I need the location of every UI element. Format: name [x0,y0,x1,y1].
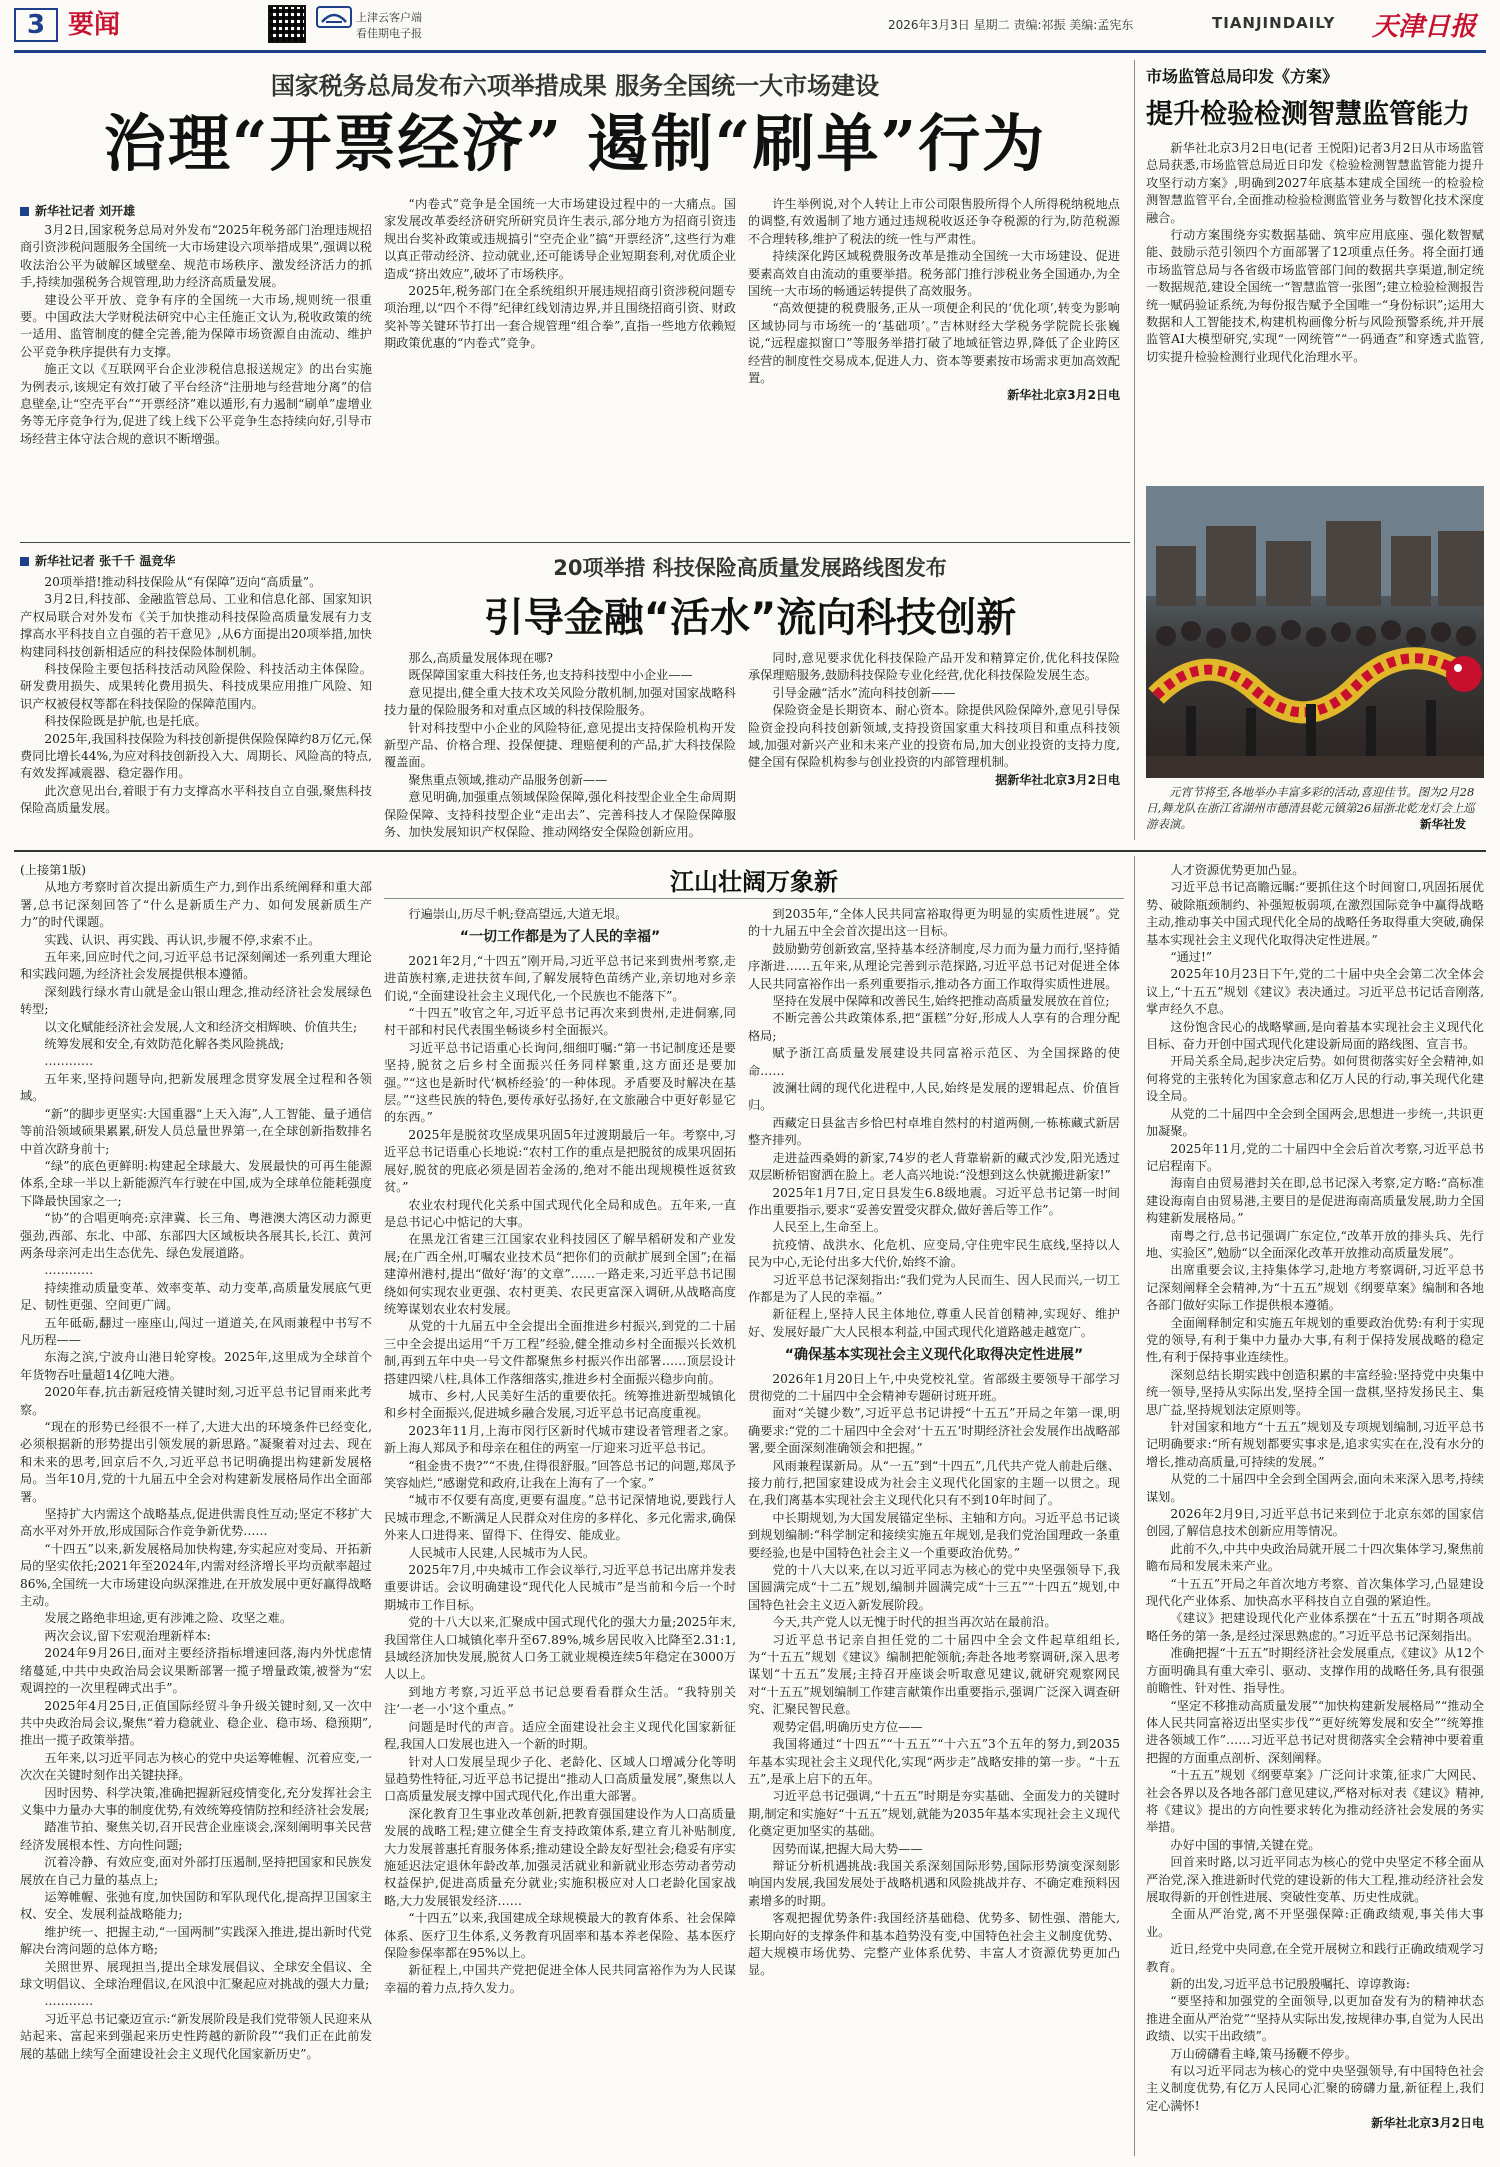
app-logo-icon [316,6,352,28]
paper-name-en: TIANJINDAILY [1212,14,1336,32]
paragraph: 关照世界、展现担当,提出全球发展倡议、全球安全倡议、全球文明倡议、全球治理倡议,在风浪中汇聚起应对挑战的强大力量; [20,1959,372,1991]
article2-body [1146,140,1484,470]
paragraph: “绿”的底色更鲜明:构建起全球最大、发展最快的可再生能源体系,全球一半以上新能源汽车行驶在中国,成为全球单位能耗强度下降最快国家之一; [20,1158,372,1208]
paragraph: 从党的十九届五中全会提出全面推进乡村振兴,到党的二十届三中全会提出运用“千万工程”经验,健全推动乡村全面振兴长效机制,再到五年中央一号文件都聚焦乡村振兴作出部署……顶层设计搭建四梁八柱,具体工作落细落实,推进乡村全面振兴稳步向前。 [384,1319,736,1386]
paragraph: 维护统一、把握主动,“一国两制”实践深入推进,提出新时代党解决台湾问题的总体方略; [20,1924,372,1957]
app-line-2: 看佳期电子报 [356,27,422,40]
paragraph: 以文化赋能经济社会发展,人文和经济交相辉映、价值共生; [44,1019,358,1034]
article4-col1 [20,862,372,2152]
paragraph: 2025年7月,中央城市工作会议举行,习近平总书记出席并发表重要讲话。会议明确建设“现代化人民城市”是当前和今后一个时期城市工作目标。 [384,1563,736,1612]
paragraph: 人民至上,生命至上。 [772,1220,886,1235]
paragraph: 农业农村现代化关系中国式现代化全局和成色。五年来,一直是总书记心中惦记的大事。 [384,1197,736,1229]
paragraph: 深刻践行绿水青山就是金山银山理念,推动经济社会发展绿色转型; [20,984,372,1017]
paragraph: 从党的二十届四中全会到全国两会,面向未来深入思考,持续谋划。 [1146,1472,1484,1504]
paragraph: 2020年春,抗击新冠疫情关键时刻,习近平总书记冒雨来此考察。 [20,1385,372,1417]
section-name: 要闻 [68,10,121,40]
paragraph: 因势而谋,把握大局大势—— [772,1841,923,1856]
article1-col1 [20,222,372,537]
section-rule [20,542,1130,543]
paragraph: 到地方考察,习近平总书记总要看看群众生活。“我特别关注‘一老一小’这个重点。” [384,1684,736,1717]
article1-sign: 新华社北京3月2日电 [1007,388,1120,403]
paragraph: 习近平总书记强调,“十五五”时期是夯实基础、全面发力的关键时期,制定和实施好“十五五”规划,就能为2035年基本实现社会主义现代化奠定更加坚实的基础。 [748,1789,1120,1839]
paragraph: 客观把握优势条件:我国经济基础稳、优势多、韧性强、潜能大,长期向好的支撑条件和基本趋势没有变,中国特色社会主义制度优势、超大规模市场优势、完整产业体系优势、丰富人才资源优势更加凸显。 [748,1911,1120,1978]
paragraph: 针对科技型中小企业的风险特征,意见提出支持保险机构开发新型产品、价格合理、投保便捷、理赔便利的产品,扩大科技保险覆盖面。 [384,720,736,770]
paragraph: 新的出发,习近平总书记殷殷嘱托、谆谆教诲: [1170,1977,1410,1991]
paragraph: 2023年11月,上海市闵行区新时代城市建设者管理者之家。新上海人郑凤予和母亲在租住的两室一厅迎来习近平总书记。 [384,1423,736,1456]
paragraph: 科技保险主要包括科技活动风险保险、科技活动主体保险。研发费用损失、成果转化费用损失、科技成果应用推广风险、知识产权被侵权等都在科技保险的保障范围内。 [20,662,372,711]
paragraph: “通过!” [1170,950,1213,965]
paragraph: 出席重要会议,主持集体学习,赴地方考察调研,习近平总书记深刻阐释全会精神,为“十五五”规划《纲要草案》编制和各地各部门做好实际工作提供根本遵循。 [1146,1263,1484,1313]
paragraph: 2025年10月23日下午,党的二十届中央全会第二次全体会议上,“十五五”规划《建议》表决通过。习近平总书记话音刚落,掌声经久不息。 [1146,967,1484,1017]
paragraph: 波澜壮阔的现代化进程中,人民,始终是发展的逻辑起点、价值旨归。 [748,1081,1120,1113]
paragraph: 我国将通过“十四五”“十五五”“十六五”3个五年的努力,到2035年基本实现社会主义现代化,实现“两步走”战略安排的第一步。“十五五”,是承上启下的五年。 [748,1737,1120,1786]
app-line-1: 上津云客户端 [356,11,422,24]
article3-sign: 据新华社北京3月2日电 [995,772,1120,787]
paragraph: 习近平总书记语重心长询问,细细叮嘱:“第一书记制度还是要坚持,脱贫之后乡村全面振兴任务同样繁重,这方面还是要加强。”“这也是新时代‘枫桥经验’的一种体现。矛盾要及时解决在基层。”“这些民族的特色,要传承好弘扬好,在文旅融合中更好彰显它的东西。” [384,1040,736,1125]
lantern-festival-photo [1146,486,1484,778]
paragraph: 2025年是脱贫攻坚成果巩固5年过渡期最后一年。考察中,习近平总书记语重心长地说:“农村工作的重点是把脱贫的成果巩固拓展好,脱贫的兜底必须是固若金汤的,绝对不能出现规模性返贫致贫。” [384,1127,736,1195]
paragraph: 有以习近平同志为核心的党中央坚强领导,有中国特色社会主义制度优势,有亿万人民同心汇聚的磅礴力量,新征程上,我们定心满怀! [1146,2064,1484,2113]
paragraph: “协”的合唱更响亮:京津冀、长三角、粤港澳大湾区动力源更强劲,西部、东北、中部、东部四大区域板块各展其长,长江、黄河两条母亲河走出生态优先、绿色发展道路。 [20,1211,372,1260]
paragraph: 那么,高质量发展体现在哪? [408,651,553,665]
paragraph: 习近平总书记豪迈宣示:“新发展阶段是我们党带领人民迎来从站起来、富起来到强起来历史性跨越的新阶段”“我们正在此前发展的基础上续写全面建设社会主义现代化国家新历史”。 [20,2011,372,2061]
article3-col3 [748,650,1120,842]
paragraph: “十四五”以来,我国建成全球规模最大的教育体系、社会保障体系、医疗卫生体系,义务教育巩固率和基本养老保险、基本医疗保险参保率都在95%以上。 [384,1911,736,1960]
continued-note: (上接第1版) [20,863,87,877]
article3-col2 [384,650,736,842]
paragraph: 行遍崇山,历尽千帆;登高望远,大道无垠。 [408,907,628,921]
paragraph: 习近平总书记亲自担任党的二十届四中全会文件起草组组长,为“十五五”规划《建议》编制把舵领航;奔赴各地考察调研,深入思考谋划“十五五”发展;主持召开座谈会听取意见建议,就研究观察网民对“十五五”规划编制工作建言献策作出重要指示,强调广泛深入调查研究、汇聚民智民意。 [748,1632,1120,1717]
section-rule [14,850,1486,852]
paragraph: 到2035年,“全体人民共同富裕取得更为明显的实质性进展”。党的十九届五中全会首次提出这一目标。 [748,907,1120,939]
page-number: 3 [26,10,46,40]
paragraph: 五年来,坚持问题导向,把新发展理念贯穿发展全过程和各领域。 [20,1071,372,1104]
paragraph: 深化教育卫生事业改革创新,把教育强国建设作为人口高质量发展的战略工程;建立健全生育支持政策体系,建立育儿补贴制度,大力发展普惠托育服务体系;推动建设全龄友好型社会;稳妥有序实施延迟法定退休年龄改革,加强灵活就业和新就业形态劳动者劳动权益保护,促进高质量充分就业;实施积极应对人口老龄化国家战略,大力发展银发经济…… [384,1806,736,1908]
paragraph: 2025年,我国科技保险为科技创新提供保险保障约8万亿元,保费同比增长44%,为应对科技创新投入大、周期长、风险高的特点,有效发挥减震器、稳定器作用。 [20,731,372,781]
paragraph: 回首来时路,以习近平同志为核心的党中央坚定不移全面从严治党,深入推进新时代党的建设新的伟大工程,推动经济社会发展取得新的开创性进展、突破性变革、历史性成就。 [1146,1855,1484,1904]
paragraph: ………… [44,1994,94,2009]
paragraph: 科技保险既是护航,也是托底。 [44,714,207,729]
paragraph: 20项举措!推动科技保险从“有保障”迈向“高质量”。 [44,575,322,589]
paragraph: 聚焦重点领域,推动产品服务创新—— [408,772,608,787]
paragraph: 从地方考察时首次提出新质生产力,到作出系统阐释和重大部署,总书记深刻回答了“什么是新质生产力、如何发展新质生产力”的时代课题。 [20,880,372,930]
paragraph: “十五五”开局之年首次地方考察、首次集体学习,凸显建设现代化产业体系、加快高水平科技自立自强的紧迫性。 [1146,1576,1484,1609]
paragraph: 运筹帷幄、张弛有度,加快国防和军队现代化,提高捍卫国家主权、安全、发展利益战略能力; [20,1889,372,1922]
article4-col3 [748,906,1120,2154]
paragraph: 2024年9月26日,面对主要经济指标增速回落,海内外忧虑情绪蔓延,中共中央政治局会议果断部署一揽子增量政策,被誉为“宏观调控的一次里程碑式出手”。 [20,1646,372,1696]
paragraph: 从党的二十届四中全会到全国两会,思想进一步统一,共识更加凝聚。 [1146,1106,1484,1139]
date-line: 2026年3月3日 星期二 责编:祁振 美编:孟宪东 [888,18,1134,32]
paragraph: 走进益西桑姆的新家,74岁的老人背靠崭新的藏式沙发,阳光透过双层断桥铝窗洒在脸上。老人高兴地说:“没想到这么快就搬进新家!” [748,1150,1120,1183]
paragraph: 新征程上,坚持人民主体地位,尊重人民首创精神,实现好、维护好、发展好最广大人民根本利益,中国式现代化道路越走越宽广。 [748,1307,1120,1339]
paragraph: 西藏定日县盆吉乡恰巴村卓堆自然村的村道两侧,一栋栋藏式新居整齐排列。 [748,1115,1120,1148]
paragraph: 新华社北京3月2日电(记者 王悦阳)记者3月2日从市场监管总局获悉,市场监管总局近日印发《检验检测智慧监管能力提升攻坚行动方案》,明确到2027年底基本建成全国统一的检验检测智慧监管平台,全面推动检验检测监管业务与数智化技术深度融合。 [1146,141,1484,225]
paragraph: 沉着冷静、有效应变,面对外部打压遏制,坚持把国家和民族发展放在自己力量的基点上; [20,1855,372,1887]
paragraph: 新征程上,中国共产党把促进全体人民共同富裕作为为人民谋幸福的着力点,持久发力。 [384,1963,736,1995]
paragraph: 针对人口发展呈现少子化、老龄化、区域人口增减分化等明显趋势性特征,习近平总书记提出“推动人口高质量发展”,聚焦以人口高质量发展支撑中国式现代化,作出重大部署。 [384,1754,736,1804]
paragraph: “城市不仅要有高度,更要有温度。”总书记深情地说,要践行人民城市理念,不断满足人民群众对住房的多样化、多元化需求,确保外来人口进得来、留得下、住得安、能成业。 [384,1493,736,1543]
paragraph: 万山磅礴看主峰,策马扬鞭不停步。 [1170,2046,1358,2061]
paragraph: 《建议》把建设现代化产业体系摆在“十五五”时期各项战略任务的第一条,是经过深思熟虑的。”习近平总书记深刻指出。 [1146,1611,1484,1643]
article1-col2 [384,196,736,536]
paragraph: 习近平总书记高瞻远瞩:“要抓住这个时间窗口,巩固拓展优势、破除瓶颈制约、补强短板弱项,在激烈国际竞争中赢得战略主动,推动事关中国式现代化全局的战略任务取得重大突破,确保基本实现社会主义现代化取得决定性进展。” [1146,880,1484,947]
paragraph: 此前不久,中共中央政治局就开展二十四次集体学习,聚焦前瞻布局和发展未来产业。 [1146,1541,1484,1574]
paragraph: 持续深化跨区域税费服务改革是推动全国统一大市场建设、促进要素高效自由流动的重要举措。税务部门推行涉税业务全国通办,为全国统一大市场的畅通运转提供了高效服务。 [748,249,1120,299]
paragraph: 实践、认识、再实践、再认识,步履不停,求索不止。 [44,932,321,947]
paragraph: “现在的形势已经很不一样了,大进大出的环境条件已经变化,必须根据新的形势提出引领发展的新思路。”凝聚着对过去、现在和未来的思考,回京后不久,习近平总书记明确提出构建新发展格局。当年10月,党的十九届五中全会对构建新发展格局作出全面部署。 [20,1420,372,1504]
paragraph: 问题是时代的声音。适应全面建设社会主义现代化国家新征程,我国人口发展也进入一个新的时期。 [384,1719,736,1752]
paragraph: ………… [44,1263,94,1278]
paragraph: 党的十八大以来,在以习近平同志为核心的党中央坚强领导下,我国圆满完成“十二五”规划,编制并圆满完成“十三五”“十四五”规划,中国特色社会主义迈入新发展阶段。 [748,1563,1120,1612]
paragraph: 坚持扩大内需这个战略基点,促进供需良性互动;坚定不移扩大高水平对外开放,形成国际合作竞争新优势…… [20,1507,372,1539]
column-divider [1134,60,1135,840]
paragraph: 2021年2月,“十四五”刚开局,习近平总书记来到贵州考察,走进苗族村寨,走进扶贫车间,了解发展特色苗绣产业,亲切地对乡亲们说,“全面建设社会主义现代化,一个民族也不能落下”。 [384,953,736,1003]
article1-title: 治理“开票经济” 遏制“刷单”行为 [103,107,1047,180]
paragraph: 2025年,税务部门在全系统组织开展违规招商引资涉税问题专项治理,以“四个不得”纪律红线划清边界,并且围绕招商引资、财政奖补等关键环节打出一套合规管理“组合拳”,直指一些地方依赖短期政策优惠的“内卷式”竞争。 [384,284,736,351]
article3-col1 [20,574,372,842]
paragraph: 观势定倡,明确历史方位—— [772,1719,923,1734]
paragraph: 五年砥砺,翻过一座座山,闯过一道道关,在风雨兼程中书写不凡历程—— [20,1315,372,1347]
paragraph: 2025年11月,党的二十届四中全会后首次考察,习近平总书记启程南下。 [1146,1141,1484,1173]
paragraph: 南粤之行,总书记强调广东定位,“改革开放的排头兵、先行地、实验区”,勉励“以全面深化改革开放推动高质量发展”。 [1146,1228,1484,1260]
article1-col3 [748,196,1120,536]
paragraph: 意见明确,加强重点领域保险保障,强化科技型企业全生命周期保险保障、支持科技型企业“走出去”、完善科技人才保险保障服务、加快发展知识产权保险、推动网络安全保险创新应用。 [384,790,736,840]
paragraph: 许生举例说,对个人转让上市公司限售股所得个人所得税纳税地点的调整,有效遏制了地方通过违规税收返还争夺税源的行为,防范税源不合理转移,维护了税法的统一性与严肃性。 [748,197,1120,246]
paragraph: 意见提出,健全重大技术攻关风险分散机制,加强对国家战略科技力量的保险服务和对重点区域的科技保险服务。 [384,685,736,718]
paragraph: 东海之滨,宁波舟山港日轮穿梭。2025年,这里成为全球首个年货物吞吐量超14亿吨大港。 [20,1350,372,1382]
paragraph: 全面从严治党,离不开坚强保障:正确政绩观,事关伟大事业。 [1146,1907,1484,1939]
masthead [0,0,1500,48]
paragraph: 城市、乡村,人民美好生活的重要依托。统筹推进新型城镇化和乡村全面振兴,促进城乡融合发展,习近平总书记高度重视。 [384,1388,736,1421]
paragraph: 发展之路绝非坦途,更有涉滩之险、攻坚之难。 [44,1611,293,1626]
paragraph: 今天,共产党人以无愧于时代的担当再次站在最前沿。 [772,1615,1057,1630]
paragraph: “高效便捷的税费服务,正从一项便企利民的‘优化项’,转变为影响区域协同与市场统一的‘基础项’。”吉林财经大学税务学院院长张巍说,“远程虚拟窗口”等服务举措打破了地域征管边界,降低了企业跨区经营的制度性交易成本,促进人力、资本等要素按市场需求更加高效配置。 [748,301,1120,386]
article4-col2 [384,906,736,2154]
paragraph: 赋予浙江高质量发展建设共同富裕示范区、为全国探路的使命…… [748,1046,1120,1078]
photo-credit: 新华社发 [1420,817,1466,831]
paragraph: 面对“关键少数”,习近平总书记讲授“十五五”开局之年第一课,明确要求:“党的二十届四中全会对‘十五五’时期经济社会发展作出战略部署,要全面深刻准确领会和把握。” [748,1406,1120,1456]
paragraph: “十四五”以来,新发展格局加快构建,夯实起应对变局、开拓新局的坚实依托;2021年至2024年,内需对经济增长平均贡献率超过86%,全国统一大市场建设向纵深推进,在开放发展中更好赢得战略主动。 [20,1541,372,1609]
paragraph: “租金贵不贵?”“不贵,住得很舒服。”回答总书记的问题,郑凤予笑容灿烂,“感谢党和政府,让我在上海有了一个家。” [384,1458,736,1490]
article1-kicker: 国家税务总局发布六项举措成果 服务全国统一大市场建设 [270,72,880,100]
paragraph: 鼓励勤劳创新致富,坚持基本经济制度,尽力而为量力而行,坚持循序渐进……五年来,从理论完善到示范探路,习近平总书记对促进全体人民共同富裕作出一系列重要指示,推动各方面工作取得实质性进展。 [748,941,1120,991]
paragraph: 踏准节拍、聚焦关切,召开民营企业座谈会,深刻阐明事关民营经济发展根本性、方向性问题; [20,1820,372,1852]
paragraph: 办好中国的事情,关键在党。 [1170,1837,1321,1852]
paragraph: 既保障国家重大科技任务,也支持科技型中小企业—— [408,668,693,683]
paragraph: “内卷式”竞争是全国统一大市场建设过程中的一大痛点。国家发展改革委经济研究所研究员许生表示,部分地方为招商引资违规出台奖补政策或违规搞引“空壳企业”搞“开票经济”,这些行为难以真正带动经济、拉动就业,还可能诱导企业短期套利,对优质企业造成“挤出效应”,破坏了市场秩序。 [384,197,736,281]
paragraph: 风雨兼程谋新局。从“一五”到“十四五”,几代共产党人前赴后继、接力前行,把国家建设成为社会主义现代化国家的主题一以贯之。现在,我们离基本实现社会主义现代化只有不到10年时间了。 [748,1458,1120,1508]
paragraph: 中长期规划,为大国发展锚定坐标、主轴和方向。习近平总书记谈到规划编制:“科学制定和接续实施五年规划,是我们党治国理政一条重要经验,也是中国特色社会主义一个重要政治优势。” [748,1510,1120,1560]
paragraph: 此次意见出台,着眼于有力支撑高水平科技自立自强,聚焦科技保险高质量发展。 [20,783,372,816]
title-underline [384,898,1124,899]
paragraph: “新”的脚步更坚实:大国重器“上天入海”,人工智能、量子通信等前沿领域硕果累累,研发人员总量世界第一,在全球创新指数排名中首次跻身前十; [20,1106,372,1156]
paragraph: 保险资金是长期资本、耐心资本。除提供风险保障外,意见引导保险资金投向科技创新领域,支持投资国家重大科技项目和重点科技领域,加强对新兴产业和未来产业的投资布局,加大创业投资的支持力度,健全国有保险机构参与创业投资的内部管理机制。 [748,703,1120,770]
paragraph: 党的十八大以来,汇聚成中国式现代化的强大力量;2025年末,我国常住人口城镇化率升至67.89%,城乡居民收入比降至2.31:1,县域经济加快发展,脱贫人口务工就业规模连续5年稳定在3000万人以上。 [384,1615,736,1682]
paragraph: 行动方案围绕夯实数据基础、筑牢应用底座、强化数智赋能、鼓励示范引领四个方面部署了12项重点任务。将全面打通市场监管总局与各省级市场监管部门间的数据共享渠道,制定统一数据规范,建设全国统一“智慧监管一张图”;建立检验检测报告统一赋码验证系统,为每份报告赋予全国唯一“身份标识”;运用大数据和人工智能技术,构建机构画像分析与风险预警系统,并开展监管AI大模型研究,实现“一网统管”“一码通查”和穿透式监管,切实提升检验检测行业现代化治理水平。 [1146,228,1484,364]
paragraph: 坚持在发展中保障和改善民生,始终把推动高质量发展放在首位; [772,994,1110,1009]
paragraph: “十五五”规划《纲要草案》广泛问计求策,征求广大网民、社会各界以及各地各部门意见建议,严格对标对表《建议》精神,将《建议》提出的方向性要求转化为推动经济社会发展的务实举措。 [1146,1768,1484,1835]
paragraph: 不断完善公共政策体系,把“蛋糕”分好,形成人人享有的合理分配格局; [748,1011,1120,1043]
paragraph: 海南自由贸易港封关在即,总书记深入考察,定方略:“高标准建设海南自由贸易港,主要目的是促进海南高质量发展,助力全国构建新发展格局。” [1146,1176,1484,1226]
article4-subhead-2: “确保基本实现社会主义现代化取得决定性进展” [784,1347,1084,1364]
paragraph: 2026年1月20日上午,中央党校礼堂。省部级主要领导干部学习贯彻党的二十届四中全会精神专题研讨班开班。 [748,1371,1120,1403]
header-rule [14,50,1486,53]
paragraph: 辩证分析机遇挑战:我国关系深刻国际形势,国际形势演变深刻影响国内发展,我国发展处于战略机遇和风险挑战并存、不确定难预料因素增多的时期。 [748,1858,1120,1908]
paragraph: 因时因势、科学决策,准确把握新冠疫情变化,充分发挥社会主义集中力量办大事的制度优势,有效统筹疫情防控和经济社会发展; [20,1785,372,1817]
article3-kicker: 20项举措 科技保险高质量发展路线图发布 [553,556,947,580]
paragraph: 同时,意见要求优化科技保险产品开发和精算定价,优化科技保险承保理赔服务,鼓励科技保险专业化经营,优化科技保险发展生态。 [748,651,1120,683]
paragraph: “十四五”收官之年,习近平总书记再次来到贵州,走进侗寨,同村干部和村民代表围坐畅谈乡村全面振兴。 [384,1006,736,1038]
article3-title: 引导金融“活水”流向科技创新 [483,595,1017,641]
article1-byline: 新华社记者 刘开雄 [20,202,135,219]
paragraph: 五年来,以习近平同志为核心的党中央运筹帷幄、沉着应变,一次次在关键时刻作出关键抉择。 [20,1750,372,1783]
photo-caption: 元宵节将至,各地举办丰富多彩的活动,喜迎佳节。图为2月28日,舞龙队在浙江省湖州市德清县乾元镇第26届浙北乾龙灯会上巡游表演。 [1146,785,1475,831]
paragraph: 人民城市人民建,人民城市为人民。 [408,1545,596,1560]
column-divider [1134,856,1135,2156]
paragraph: 深刻总结长期实践中创造积累的丰富经验:坚持党中央集中统一领导,坚持从实际出发,坚持全国一盘棋,坚持发扬民主、集思广益,坚持规划法定原则等。 [1146,1367,1484,1417]
paragraph: 建设公平开放、竞争有序的全国统一大市场,规则统一很重要。中国政法大学财税法研究中心主任施正文认为,税收政策的统一适用、监管制度的健全完善,能为保障市场资源自由流动、维护公平竞争秩序提供有力支撑。 [20,292,372,359]
article2-kicker: 市场监管总局印发《方案》 [1146,67,1339,86]
paragraph: 开局关系全局,起步决定后势。如何贯彻落实好全会精神,如何将党的主张转化为国家意志和亿万人民的行动,事关现代化建设全局。 [1146,1054,1484,1104]
paper-name-cn: 天津日报 [1372,12,1477,42]
article4-col4 [1146,862,1484,2154]
paragraph: 2025年1月7日,定日县发生6.8级地震。习近平总书记第一时间作出重要指示,要求“妥善安置受灾群众,做好善后等工作”。 [748,1185,1120,1217]
paragraph: “坚定不移推动高质量发展”“加快构建新发展格局”“推动全体人民共同富裕迈出坚实步伐”“更好统筹发展和安全”“统筹推进各领域工作”……习近平总书记对贯彻落实全会精神中要着重把握的方面重点剖析、深刻阐释。 [1146,1698,1484,1765]
article4-subhead-1: “一切工作都是为了人民的幸福” [459,929,661,946]
paragraph: 在黑龙江省建三江国家农业科技园区了解旱稻研发和产业发展;在广西全州,叮嘱农业技术员“把你们的贡献扩展到全国”;在福建漳州港村,提出“做好‘海’的文章”……一路走来,习近平总书记围绕如何实现农业更强、农村更美、农民更富深入调研,从战略高度统筹谋划农业农村发展。 [384,1232,736,1316]
article4-sign: 新华社北京3月2日电 [1371,2116,1484,2131]
article3-byline: 新华社记者 张千千 温竞华 [20,552,175,569]
article4-title: 江山壮阔万象新 [670,868,838,896]
paragraph: 引导金融“活水”流向科技创新—— [772,685,956,700]
dragon-dance-illustration [1146,486,1484,778]
paragraph: 人才资源优势更加凸显。 [1170,863,1305,877]
paragraph: 针对国家和地方“十五五”规划及专项规划编制,习近平总书记明确要求:“所有规划都要实事求是,追求实实在在,没有水分的增长,推动高质量,可持续的发展。” [1146,1420,1484,1469]
paragraph: “要坚持和加强党的全面领导,以更加奋发有为的精神状态推进全面从严治党”“坚持从实际出发,按规律办事,自觉为人民出政绩、以实干出政绩”。 [1146,1994,1484,2044]
paragraph: 全面阐释制定和实施五年规划的重要政治优势:有利于实现党的领导,有利于集中力量办大事,有利于保持发展战略的稳定性,有利于保持事业连续性。 [1146,1315,1484,1365]
paragraph: 准确把握“十五五”时期经济社会发展重点,《建议》从12个方面明确具有重大牵引、驱动、支撑作用的战略任务,具有很强前瞻性、针对性、指导性。 [1146,1646,1484,1696]
qr-code-icon [268,5,306,43]
paragraph: 习近平总书记深刻指出:“我们党为人民而生、因人民而兴,一切工作都是为了人民的幸福。” [748,1272,1120,1304]
paragraph: 2025年4月25日,正值国际经贸斗争升级关键时刻,又一次中共中央政治局会议,聚焦“着力稳就业、稳企业、稳市场、稳预期”,推出一揽子政策举措。 [20,1698,372,1748]
paragraph: 五年来,回应时代之问,习近平总书记深刻阐述一系列重大理论和实践问题,为经济社会发展提供根本遵循。 [20,950,372,982]
paragraph: 2026年2月9日,习近平总书记来到位于北京东郊的国家信创园,了解信息技术创新应用等情况。 [1146,1507,1484,1539]
paragraph: 施正文以《互联网平台企业涉税信息报送规定》的出台实施为例表示,该规定有效打破了平台经济“注册地与经营地分离”的信息壁垒,让“空壳平台”“开票经济”难以遁形,有力遏制“刷单”虚增业务等无序竞争行为,促进了线上线下公平竞争生态持续向好,引导市场经营主体守法合规的意识不断增强。 [20,362,372,446]
paragraph: 近日,经党中央同意,在全党开展树立和践行正确政绩观学习教育。 [1146,1942,1484,1974]
paragraph: 持续推动质量变革、效率变革、动力变革,高质量发展底气更足、韧性更强、空间更广阔。 [20,1280,372,1313]
paragraph: 统筹发展和安全,有效防范化解各类风险挑战; [44,1037,284,1052]
paragraph: 两次会议,留下宏观治理新样本: [44,1628,211,1643]
paragraph: 3月2日,国家税务总局对外发布“2025年税务部门治理违规招商引资涉税问题服务全国统一大市场建设六项举措成果”,强调以税收法治公平为破解区域壁垒、规范市场秩序、激发经济活力的抓手,持续加强税务合规管理,助力经济高质量发展。 [20,223,372,290]
paragraph: 3月2日,科技部、金融监管总局、工业和信息化部、国家知识产权局联合对外发布《关于加快推动科技保险高质量发展有力支撑高水平科技自立自强的若干意见》,从6方面提出20项举措,加快构建同科技创新相适应的科技保险体制机制。 [20,592,372,659]
paragraph: 这份饱含民心的战略擘画,是向着基本实现社会主义现代化目标、奋力开创中国式现代化建设新局面的路线图、宣言书。 [1146,1019,1484,1052]
paragraph: ………… [44,1054,94,1069]
paragraph: 抗疫情、战洪水、化危机、应变局,守住兜牢民生底线,坚持以人民为中心,无论付出多大代价,始终不渝。 [748,1237,1120,1270]
article2-title: 提升检验检测智慧监管能力 [1146,99,1470,130]
